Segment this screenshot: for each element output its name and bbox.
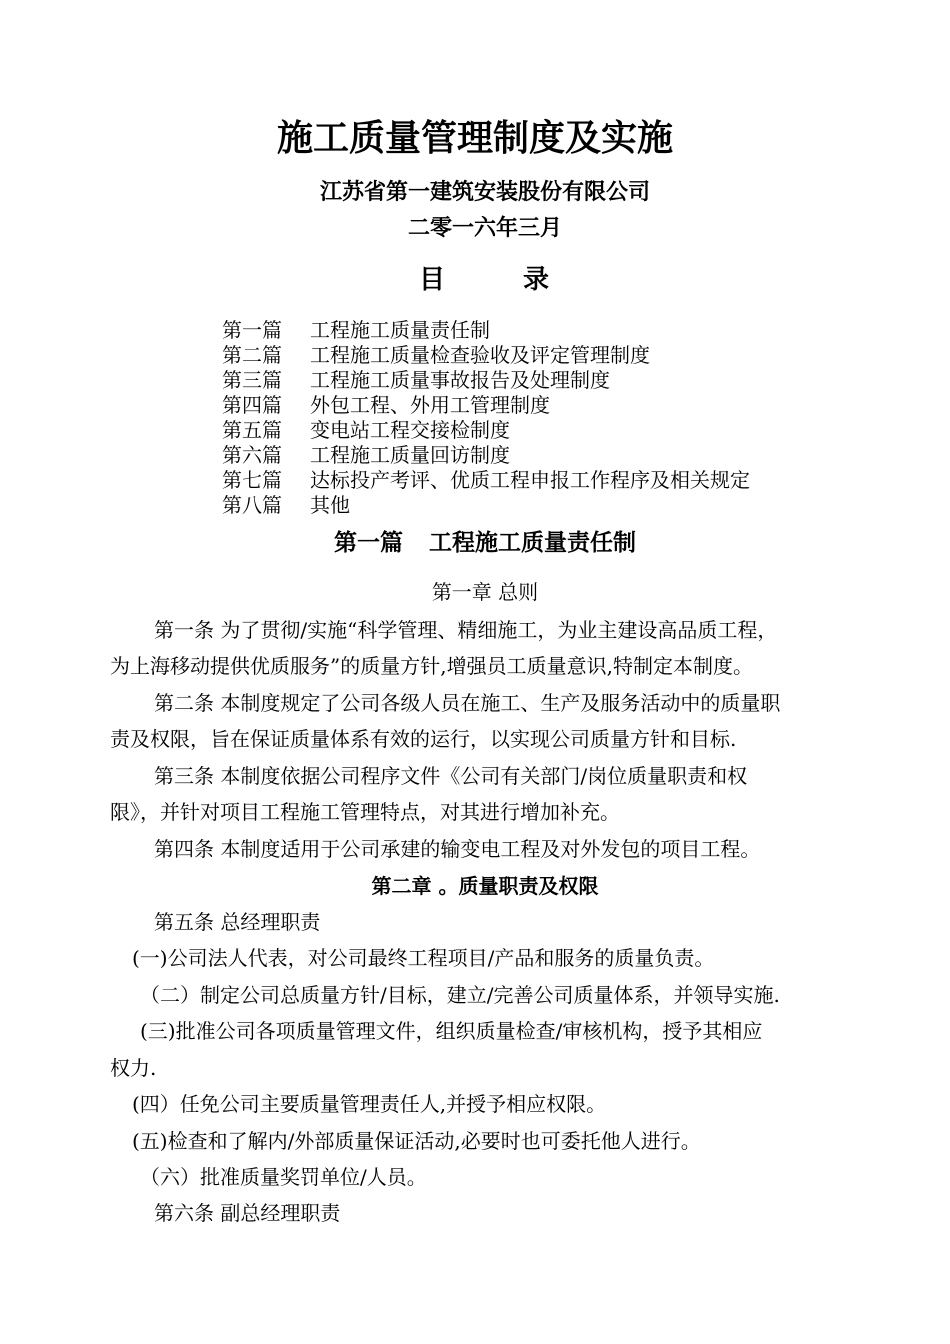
- paragraph-line: (四）任免公司主要质量管理责任人,并授予相应权限。: [132, 1092, 607, 1116]
- part-heading: [0, 526, 950, 560]
- toc-item-text: 工程施工质量检查验收及评定管理制度: [310, 343, 650, 367]
- part-number: 第一篇: [334, 529, 403, 556]
- toc-item-text: 外包工程、外用工管理制度: [310, 393, 550, 417]
- toc-item[interactable]: [222, 493, 750, 518]
- paragraph-line: （六）批准质量奖罚单位/人员。: [140, 1165, 427, 1189]
- table-of-contents: [222, 318, 750, 518]
- toc-item-number: 第二篇: [222, 343, 282, 367]
- paragraph-line: (一)公司法人代表，对公司最终工程项目/产品和服务的质量负责。: [132, 946, 715, 970]
- toc-item[interactable]: [222, 443, 750, 468]
- toc-item-number: 第六篇: [222, 443, 282, 467]
- paragraph-line: 权力.: [110, 1056, 157, 1080]
- toc-item[interactable]: [222, 468, 750, 493]
- part-title: 工程施工质量责任制: [429, 529, 636, 556]
- paragraph-line: （二）制定公司总质量方针/目标，建立/完善公司质量体系，并领导实施.: [140, 983, 780, 1007]
- toc-heading-right: 录: [523, 265, 552, 295]
- paragraph-line: (三)批准公司各项质量管理文件，组织质量检查/审核机构，授予其相应: [140, 1019, 763, 1043]
- paragraph-line: 第一条 为了贯彻/实施“科学管理、精细施工，为业主建设高品质工程，: [154, 618, 778, 642]
- paragraph-line: 第四条 本制度适用于公司承建的输变电工程及对外发包的项目工程。: [154, 837, 761, 861]
- toc-item-text: 工程施工质量责任制: [310, 318, 490, 342]
- document-title: 施工质量管理制度及实施: [276, 117, 673, 159]
- toc-item-number: 第五篇: [222, 418, 282, 442]
- toc-item-number: 第一篇: [222, 318, 282, 342]
- toc-item-text: 工程施工质量事故报告及处理制度: [310, 368, 610, 392]
- toc-heading-left: 目: [418, 265, 447, 295]
- paragraph-line: 第二条 本制度规定了公司各级人员在施工、生产及服务活动中的质量职: [154, 691, 781, 715]
- paragraph-line: 限》，并针对项目工程施工管理特点，对其进行增加补充。: [110, 800, 620, 824]
- company-name: 江苏省第一建筑安装股份有限公司: [319, 179, 650, 205]
- toc-item[interactable]: [222, 318, 750, 343]
- paragraph-line: 为上海移动提供优质服务”的质量方针,增强员工质量意识,特制定本制度。: [110, 654, 753, 678]
- paragraph-line: 第五条 总经理职责: [154, 910, 321, 934]
- paragraph-line: 责及权限，旨在保证质量体系有效的运行，以实现公司质量方针和目标.: [110, 727, 737, 751]
- toc-item[interactable]: [222, 368, 750, 393]
- chapter-heading: 第一章 总则: [431, 580, 539, 604]
- toc-item-text: 其他: [310, 493, 350, 517]
- toc-item-number: 第三篇: [222, 368, 282, 392]
- toc-item[interactable]: [222, 418, 750, 443]
- toc-item-number: 第七篇: [222, 468, 282, 492]
- toc-item-number: 第四篇: [222, 393, 282, 417]
- toc-item[interactable]: [222, 343, 750, 368]
- toc-heading: [0, 260, 950, 300]
- toc-item-text: 达标投产考评、优质工程申报工作程序及相关规定: [310, 468, 750, 492]
- toc-item-text: 变电站工程交接检制度: [310, 418, 510, 442]
- toc-item[interactable]: [222, 393, 750, 418]
- paragraph-line: 第三条 本制度依据公司程序文件《公司有关部门/岗位质量职责和权: [154, 764, 748, 788]
- toc-item-text: 工程施工质量回访制度: [310, 443, 510, 467]
- paragraph-line: (五)检查和了解内/外部质量保证活动,必要时也可委托他人进行。: [132, 1129, 701, 1153]
- chapter-heading: 第二章 。质量职责及权限: [371, 874, 599, 898]
- paragraph-line: 第六条 副总经理职责: [154, 1201, 341, 1225]
- document-date: 二零一六年三月: [407, 215, 562, 241]
- toc-item-number: 第八篇: [222, 493, 282, 517]
